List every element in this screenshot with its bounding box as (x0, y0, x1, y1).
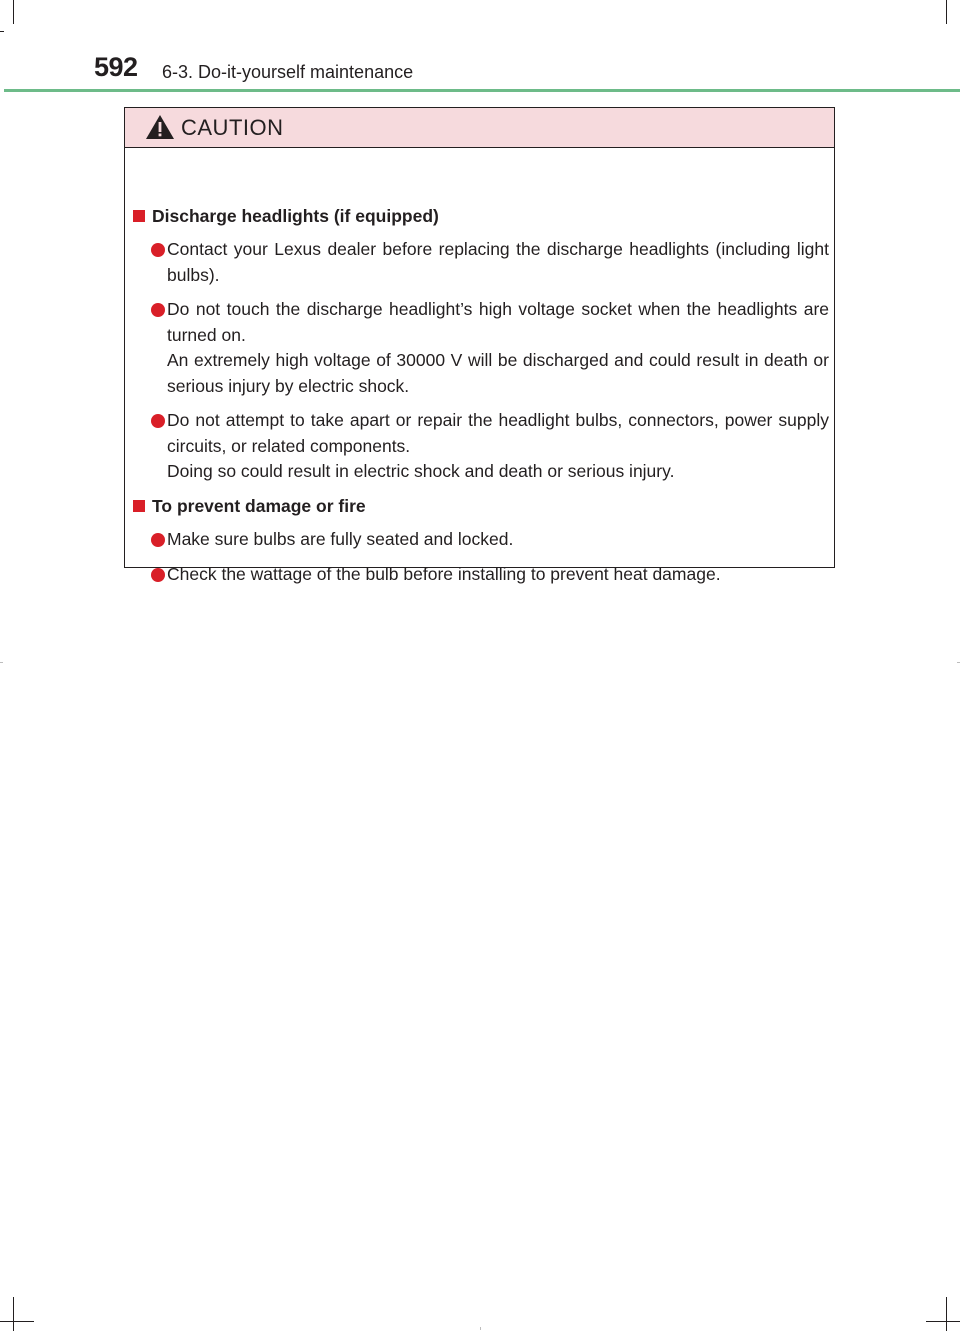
paragraph: Check the wattage of the bulb before installing to prevent heat damage. (167, 564, 721, 584)
section-heading (133, 494, 366, 518)
crop-mark (0, 31, 4, 32)
caution-header (125, 108, 834, 148)
page-number: 592 (94, 52, 138, 82)
crop-mark (946, 1297, 947, 1331)
crop-mark (926, 1321, 960, 1322)
list-item (151, 527, 829, 553)
list-item-text (167, 527, 829, 553)
paragraph: An extremely high voltage of 30000 V will be discharged and could result in death or serious injury by electric shock. (167, 350, 829, 396)
caution-box (124, 107, 835, 584)
paragraph: Contact your Lexus dealer before replacing the discharge headlights (including light bulbs). (167, 239, 829, 285)
square-bullet-icon (133, 500, 145, 512)
crop-mark (13, 0, 14, 24)
warning-triangle-icon (145, 114, 175, 140)
registration-mark (0, 662, 3, 663)
section-heading (133, 204, 439, 228)
section-heading-text: Discharge headlights (if equipped) (152, 206, 439, 226)
section-title: 6-3. Do-it-yourself maintenance (162, 62, 414, 82)
circle-bullet-icon (151, 414, 165, 428)
list-item-text (167, 297, 829, 399)
caution-title: CAUTION (181, 115, 284, 140)
crop-mark (0, 1321, 34, 1322)
circle-bullet-icon (151, 533, 165, 547)
section-heading-text: To prevent damage or fire (152, 496, 366, 516)
circle-bullet-icon (151, 243, 165, 257)
registration-mark (480, 1327, 481, 1330)
list-item (151, 408, 829, 485)
crop-mark (13, 1297, 14, 1331)
list-item (151, 237, 829, 288)
header-rule (4, 89, 960, 92)
crop-mark (946, 0, 947, 24)
list-item-text (167, 237, 829, 288)
circle-bullet-icon (151, 303, 165, 317)
list-item (151, 562, 829, 588)
list-item-text (167, 408, 829, 485)
list-item-text (167, 562, 829, 588)
paragraph: Doing so could result in electric shock and death or serious injury. (167, 461, 675, 481)
square-bullet-icon (133, 210, 145, 222)
paragraph: Make sure bulbs are fully seated and locked. (167, 529, 514, 549)
list-item (151, 297, 829, 399)
paragraph: Do not attempt to take apart or repair the headlight bulbs, connectors, power supply circuits, or related components. (167, 410, 829, 456)
paragraph: Do not touch the discharge headlight’s high voltage socket when the headlights are turned on. (167, 299, 829, 345)
circle-bullet-icon (151, 568, 165, 582)
